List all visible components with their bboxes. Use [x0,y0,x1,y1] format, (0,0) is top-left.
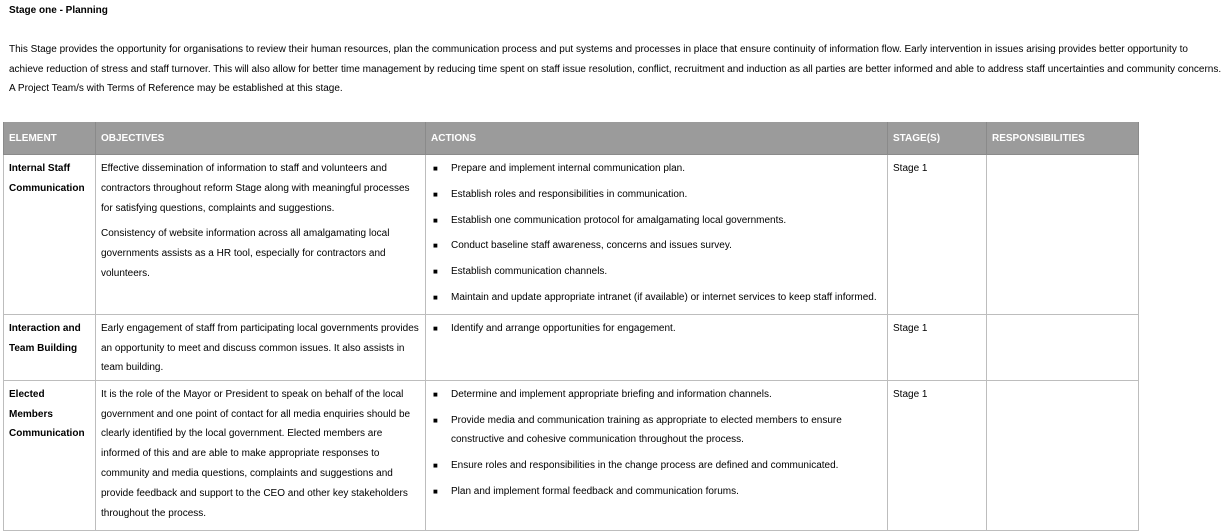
list-item [431,262,882,282]
list-item [431,456,882,476]
objectives-cell [96,314,426,380]
element-cell: Elected Members Communication [4,380,96,530]
action-text: Determine and implement appropriate briefing and information channels. [451,388,772,400]
action-text: Ensure roles and responsibilities in the change process are defined and communicated. [451,460,839,472]
bullet-icon: ■ [433,241,438,251]
stage-cell: Stage 1 [888,314,987,380]
table-header-row [4,122,1139,155]
element-cell: Interaction and Team Building [4,314,96,380]
action-text: Maintain and update appropriate intranet (if available) or internet services to keep staff informed. [451,291,877,303]
actions-list [431,385,882,502]
actions-list [431,319,882,339]
page-title: Stage one - Planning [9,5,108,16]
objective-text: It is the role of the Mayor or President to speak on behalf of the local government and one point of contact for all media enquiries should be clearly identified by the local government. Elected members are informed of this and are able to make appropriate responses to community and media questions, complaints and suggestions and provide feedback and support to the CEO and other key stakeholders throughout the process. [101,388,411,519]
intro-paragraph: This Stage provides the opportunity for organisations to review their human resources, plan the communication process and put systems and processes in place that ensure continuity of information flow. Early intervention in issues arising provides better opportunity to achieve reduction of stress and staff turnover. This will also allow for better time management by reducing time spent on staff issue resolution, conflict, recruitment and induction as all parties are better informed and able to address staff uncertainties and community concerns. A Project Team/s with Terms of Reference may be established at this stage. [9,44,1222,94]
list-item [431,159,882,179]
objective-text: Effective dissemination of information to staff and volunteers and contractors throughout reform Stage along with meaningful processes for satisfying questions, complaints and suggestions. [101,163,410,214]
bullet-icon: ■ [433,323,438,333]
actions-cell [426,155,888,315]
bullet-icon: ■ [433,267,438,277]
stage-cell: Stage 1 [888,155,987,315]
action-text: Plan and implement formal feedback and communication forums. [451,485,739,497]
action-text: Conduct baseline staff awareness, concerns and issues survey. [451,240,732,252]
objectives-cell [96,155,426,315]
list-item [431,411,882,451]
column-header-objectives: OBJECTIVES [96,122,426,155]
bullet-icon: ■ [433,389,438,399]
table-row [4,380,1139,530]
bullet-icon: ■ [433,292,438,302]
list-item [431,482,882,502]
bullet-icon: ■ [433,215,438,225]
stage-cell: Stage 1 [888,380,987,530]
objective-text: Consistency of website information across all amalgamating local governments assists as a HR tool, especially for contractors and volunteers. [101,228,390,279]
action-text: Establish roles and responsibilities in communication. [451,188,688,200]
list-item [431,319,882,339]
responsibilities-cell [987,314,1139,380]
table-row [4,314,1139,380]
list-item [431,185,882,205]
list-item [431,211,882,231]
action-text: Prepare and implement internal communication plan. [451,163,686,174]
actions-cell [426,380,888,530]
action-text: Establish communication channels. [451,266,608,278]
responsibilities-cell [987,155,1139,315]
responsibilities-cell [987,380,1139,530]
objective-text: Early engagement of staff from participating local governments provides an opportunity to meet and discuss common issues. It also assists in team building. [101,322,419,374]
bullet-icon: ■ [433,461,438,471]
objectives-cell [96,380,426,530]
column-header-actions: ACTIONS [426,122,888,155]
actions-list [431,159,882,308]
column-header-stages: STAGE(S) [888,122,987,155]
column-header-element: ELEMENT [4,122,96,155]
list-item [431,385,882,405]
actions-cell [426,314,888,380]
action-text: Identify and arrange opportunities for engagement. [451,322,676,334]
action-text: Provide media and communication training as appropriate to elected members to ensure constructive and cohesive communication throughout the process. [451,414,842,446]
list-item [431,236,882,256]
bullet-icon: ■ [433,415,438,425]
planning-table [3,122,1139,531]
bullet-icon: ■ [433,486,438,496]
bullet-icon: ■ [433,164,438,173]
table-row [4,155,1139,315]
column-header-responsibilities: RESPONSIBILITIES [987,122,1139,155]
bullet-icon: ■ [433,189,438,199]
list-item [431,288,882,308]
action-text: Establish one communication protocol for amalgamating local governments. [451,214,787,226]
element-cell: Internal Staff Communication [4,155,96,315]
